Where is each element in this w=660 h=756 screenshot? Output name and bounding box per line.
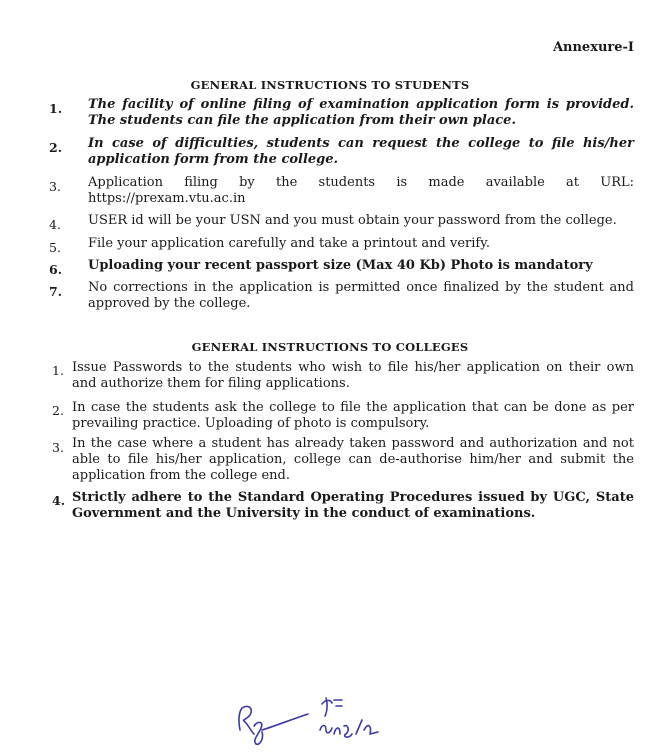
item-number: 6. bbox=[49, 262, 63, 277]
item-number: 4. bbox=[52, 493, 66, 508]
students-heading: GENERAL INSTRUCTIONS TO STUDENTS bbox=[190, 78, 470, 92]
item-number: 2. bbox=[49, 140, 63, 155]
item-number: 3. bbox=[52, 440, 64, 455]
item-number: 1. bbox=[52, 363, 64, 378]
handwritten-signature bbox=[230, 690, 420, 750]
item-number: 4. bbox=[49, 217, 61, 232]
item-text: Uploading your recent passport size (Max 40 Kb) Photo is mandatory bbox=[88, 258, 593, 273]
item-number: 2. bbox=[52, 403, 64, 418]
item-text: Issue Passwords to the students who wish to file his/her application on their own and authorize them for filing applications. bbox=[72, 360, 634, 391]
item-number: 5. bbox=[49, 240, 61, 255]
item-text: Strictly adhere to the Standard Operating Procedures issued by UGC, State Government and the University in the conduct of examinations. bbox=[72, 490, 634, 521]
item-number: 7. bbox=[49, 284, 63, 299]
item-text: USER id will be your USN and you must obtain your password from the college. bbox=[88, 213, 617, 228]
item-text: No corrections in the application is permitted once finalized by the student and approved by the college. bbox=[88, 280, 634, 311]
item-text: The facility of online filing of examination application form is provided. The students can file the application from their own place. bbox=[88, 97, 634, 128]
item-text: Application filing by the students is made available at URL: bbox=[88, 175, 634, 190]
item-number: 3. bbox=[49, 179, 61, 194]
item-text: In the case where a student has already taken password and authorization and not able to file his/her application, college can de-authorise him/her and submit the application from the college end. bbox=[72, 436, 634, 483]
item-text: In case of difficulties, students can request the college to file his/her application form from the college. bbox=[88, 136, 634, 167]
annexure-label: Annexure-I bbox=[552, 40, 634, 55]
prexam-url-link[interactable]: https://prexam.vtu.ac.in bbox=[88, 191, 246, 206]
item-text: File your application carefully and take a printout and verify. bbox=[88, 236, 490, 251]
item-number: 1. bbox=[49, 101, 63, 116]
item-text: In case the students ask the college to file the application that can be done as per prevailing practice. Uploading of photo is compulsory. bbox=[72, 400, 634, 431]
colleges-heading: GENERAL INSTRUCTIONS TO COLLEGES bbox=[191, 340, 469, 354]
